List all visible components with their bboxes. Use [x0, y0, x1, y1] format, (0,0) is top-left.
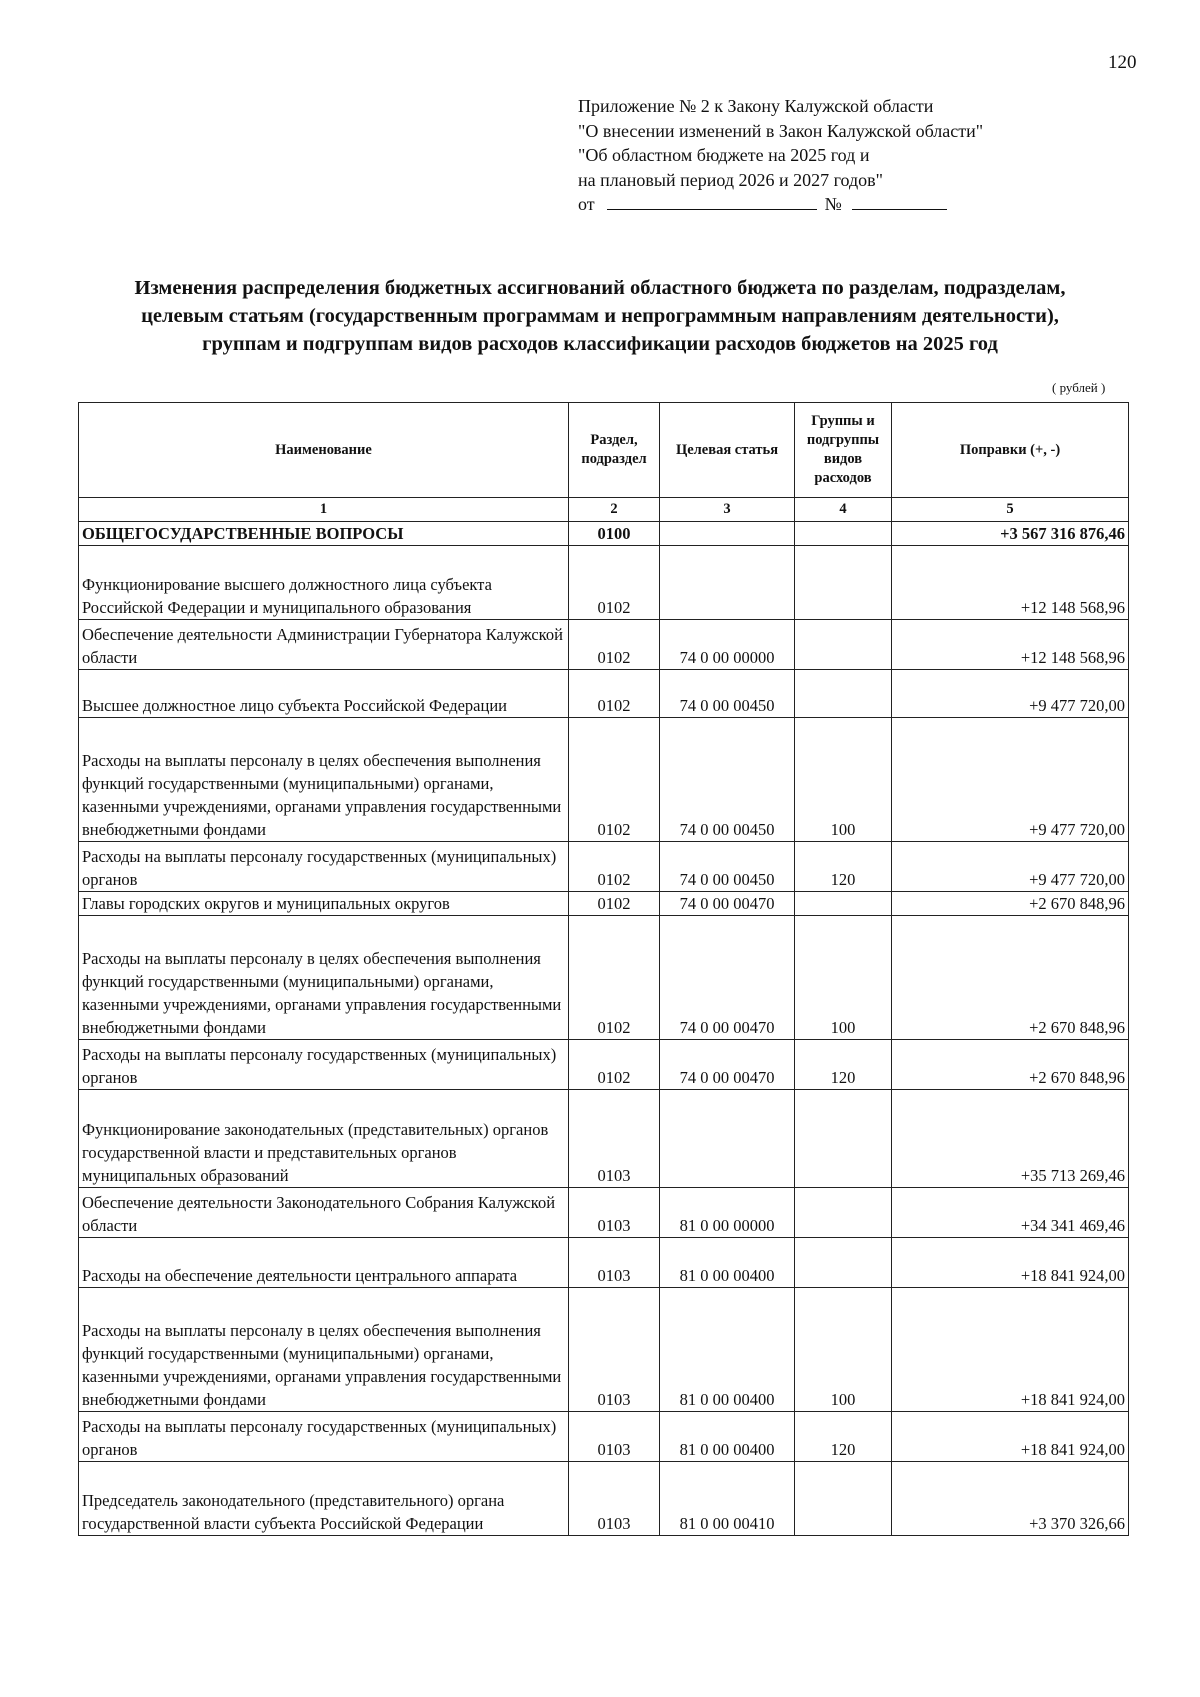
- table-row: [79, 1412, 1129, 1462]
- row-section: 0103: [569, 1188, 660, 1238]
- row-group: 120: [795, 1040, 892, 1090]
- table-row: [79, 1288, 1129, 1412]
- table-row: [79, 718, 1129, 842]
- row-target: 74 0 00 00000: [660, 620, 795, 670]
- row-group: [795, 1090, 892, 1188]
- row-section: 0102: [569, 718, 660, 842]
- row-section: 0103: [569, 1090, 660, 1188]
- row-section: 0103: [569, 1462, 660, 1536]
- row-section: 0102: [569, 842, 660, 892]
- row-amount: +3 370 326,66: [892, 1462, 1129, 1536]
- row-name: Расходы на выплаты персоналу государственных (муниципальных) органов: [79, 842, 569, 892]
- row-group: [795, 1462, 892, 1536]
- row-amount: +12 148 568,96: [892, 620, 1129, 670]
- row-name: Расходы на выплаты персоналу в целях обеспечения выполнения функций государственными (муниципальными) органами, казенными учреждениями, органами управления государственными внебюджетными фондами: [79, 718, 569, 842]
- row-section: 0102: [569, 892, 660, 916]
- row-target: 74 0 00 00470: [660, 1040, 795, 1090]
- number-blank: [852, 195, 947, 210]
- row-amount: +2 670 848,96: [892, 916, 1129, 1040]
- row-target: 74 0 00 00470: [660, 892, 795, 916]
- annex-line: "О внесении изменений в Закон Калужской области": [578, 120, 984, 141]
- row-name: Расходы на выплаты персоналу в целях обеспечения выполнения функций государственными (муниципальными) органами, казенными учреждениями, органами управления государственными внебюджетными фондами: [79, 1288, 569, 1412]
- row-amount: +18 841 924,00: [892, 1412, 1129, 1462]
- column-number: 2: [569, 498, 660, 522]
- row-target: 81 0 00 00410: [660, 1462, 795, 1536]
- row-name: Обеспечение деятельности Администрации Губернатора Калужской области: [79, 620, 569, 670]
- table-row: [79, 1188, 1129, 1238]
- table-header-row: [79, 403, 1129, 498]
- annex-line: Приложение № 2 к Закону Калужской области: [578, 96, 934, 116]
- row-section: 0103: [569, 1238, 660, 1288]
- row-name: Функционирование высшего должностного лица субъекта Российской Федерации и муниципального образования: [79, 546, 569, 620]
- row-name: Расходы на выплаты персоналу государственных (муниципальных) органов: [79, 1412, 569, 1462]
- row-section: 0102: [569, 916, 660, 1040]
- column-number: 3: [660, 498, 795, 522]
- row-name: ОБЩЕГОСУДАРСТВЕННЫЕ ВОПРОСЫ: [79, 522, 569, 546]
- row-target: 81 0 00 00400: [660, 1288, 795, 1412]
- document-title: [60, 274, 1140, 358]
- table-row: [79, 522, 1129, 546]
- budget-table: [78, 402, 1129, 1536]
- annex-date-line: [578, 192, 983, 217]
- header-section: Раздел, подраздел: [569, 403, 660, 498]
- row-amount: +9 477 720,00: [892, 718, 1129, 842]
- row-amount: +18 841 924,00: [892, 1238, 1129, 1288]
- row-group: [795, 1188, 892, 1238]
- row-name: Обеспечение деятельности Законодательного Собрания Калужской области: [79, 1188, 569, 1238]
- row-amount: +18 841 924,00: [892, 1288, 1129, 1412]
- table-row: [79, 1238, 1129, 1288]
- column-number: 4: [795, 498, 892, 522]
- header-target: Целевая статья: [660, 403, 795, 498]
- annex-line: на плановый период 2026 и 2027 годов": [578, 169, 884, 190]
- row-amount: +9 477 720,00: [892, 842, 1129, 892]
- row-group: [795, 546, 892, 620]
- row-group: [795, 1238, 892, 1288]
- header-group: Группы и подгруппы видов расходов: [795, 403, 892, 498]
- annex-line: "Об областном бюджете на 2025 год и: [578, 145, 870, 165]
- page-number: 120: [1108, 52, 1137, 73]
- row-target: [660, 1090, 795, 1188]
- row-target: 81 0 00 00400: [660, 1238, 795, 1288]
- row-section: 0102: [569, 1040, 660, 1090]
- row-group: 120: [795, 1412, 892, 1462]
- row-target: 74 0 00 00470: [660, 916, 795, 1040]
- annex-header: [578, 94, 983, 217]
- row-target: [660, 522, 795, 546]
- table-row: [79, 670, 1129, 718]
- table-row: [79, 1040, 1129, 1090]
- header-amount: Поправки (+, -): [892, 403, 1129, 498]
- number-label: №: [824, 194, 842, 214]
- row-group: [795, 620, 892, 670]
- from-label: от: [578, 194, 595, 214]
- row-group: 100: [795, 916, 892, 1040]
- row-name: Главы городских округов и муниципальных округов: [79, 892, 569, 916]
- row-name: Расходы на обеспечение деятельности центрального аппарата: [79, 1238, 569, 1288]
- row-group: [795, 522, 892, 546]
- row-group: [795, 892, 892, 916]
- row-name: Функционирование законодательных (представительных) органов государственной власти и представительных органов муниципальных образований: [79, 1090, 569, 1188]
- column-number: 1: [79, 498, 569, 522]
- row-amount: +9 477 720,00: [892, 670, 1129, 718]
- row-target: 74 0 00 00450: [660, 842, 795, 892]
- row-amount: +12 148 568,96: [892, 546, 1129, 620]
- table-row: [79, 916, 1129, 1040]
- title-line: целевым статьям (государственным программам и непрограммным направлениям деятельности),: [141, 305, 1059, 327]
- row-amount: +34 341 469,46: [892, 1188, 1129, 1238]
- row-amount: +2 670 848,96: [892, 1040, 1129, 1090]
- table-row: [79, 1462, 1129, 1536]
- title-line: группам и подгруппам видов расходов классификации расходов бюджетов на 2025 год: [202, 333, 998, 355]
- table-row: [79, 546, 1129, 620]
- row-section: 0100: [569, 522, 660, 546]
- row-section: 0102: [569, 620, 660, 670]
- table-row: [79, 842, 1129, 892]
- row-name: Расходы на выплаты персоналу государственных (муниципальных) органов: [79, 1040, 569, 1090]
- column-number-row: [79, 498, 1129, 522]
- row-amount: +3 567 316 876,46: [892, 522, 1129, 546]
- date-blank: [607, 195, 817, 210]
- units-label: ( рублей ): [1052, 380, 1106, 395]
- row-name: Высшее должностное лицо субъекта Российской Федерации: [79, 670, 569, 718]
- table-row: [79, 892, 1129, 916]
- row-name: Председатель законодательного (представительного) органа государственной власти субъекта Российской Федерации: [79, 1462, 569, 1536]
- table-row: [79, 1090, 1129, 1188]
- row-section: 0102: [569, 670, 660, 718]
- row-name: Расходы на выплаты персоналу в целях обеспечения выполнения функций государственными (муниципальными) органами, казенными учреждениями, органами управления государственными внебюджетными фондами: [79, 916, 569, 1040]
- row-target: 74 0 00 00450: [660, 718, 795, 842]
- row-section: 0103: [569, 1288, 660, 1412]
- row-group: 100: [795, 1288, 892, 1412]
- row-section: 0103: [569, 1412, 660, 1462]
- row-group: 100: [795, 718, 892, 842]
- table-row: [79, 620, 1129, 670]
- row-target: 81 0 00 00000: [660, 1188, 795, 1238]
- column-number: 5: [892, 498, 1129, 522]
- row-amount: +35 713 269,46: [892, 1090, 1129, 1188]
- header-name: Наименование: [79, 403, 569, 498]
- row-section: 0102: [569, 546, 660, 620]
- row-group: [795, 670, 892, 718]
- row-target: [660, 546, 795, 620]
- row-group: 120: [795, 842, 892, 892]
- row-target: 81 0 00 00400: [660, 1412, 795, 1462]
- row-target: 74 0 00 00450: [660, 670, 795, 718]
- row-amount: +2 670 848,96: [892, 892, 1129, 916]
- title-line: Изменения распределения бюджетных ассигнований областного бюджета по разделам, подразделам,: [134, 277, 1066, 299]
